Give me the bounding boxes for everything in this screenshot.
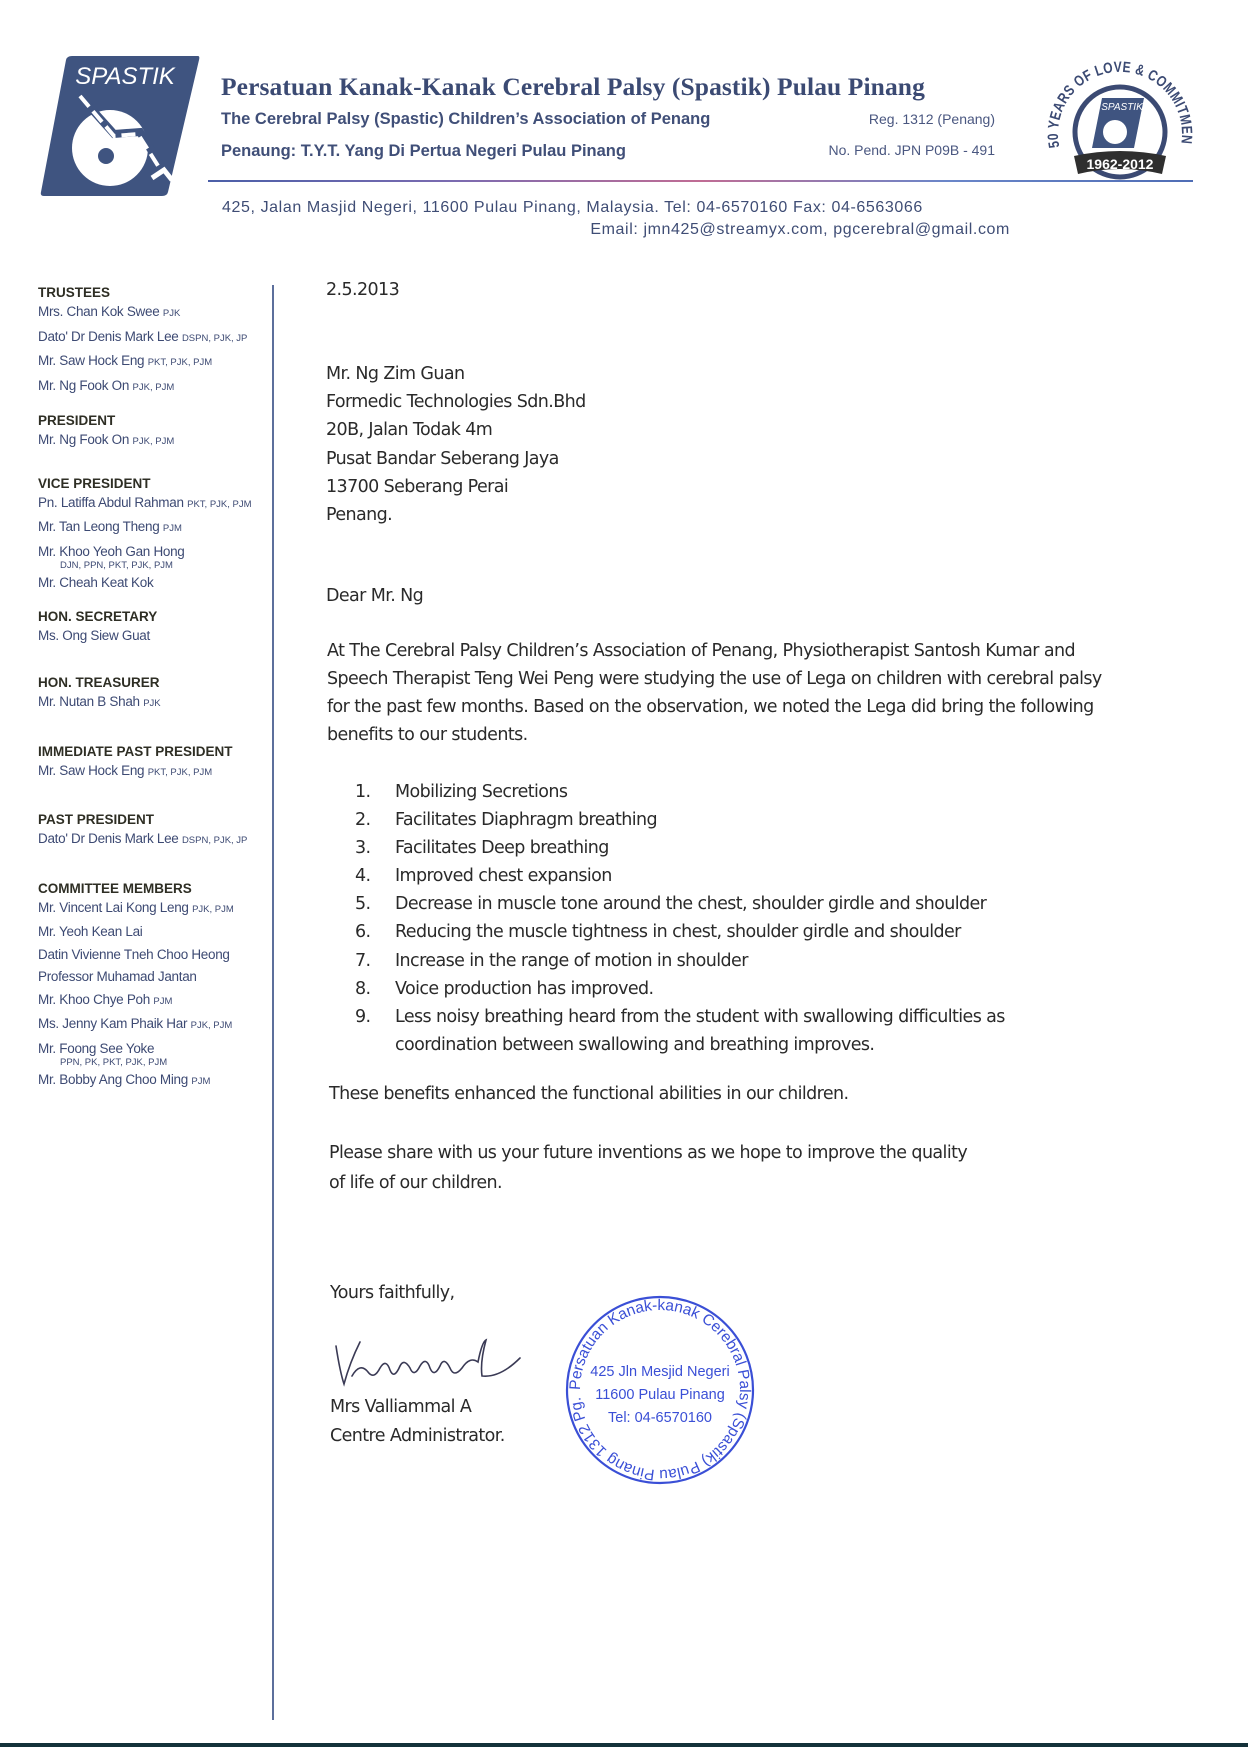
recipient-line: Penang. bbox=[326, 505, 393, 526]
scan-edge bbox=[0, 1743, 1248, 1747]
committee-member bbox=[38, 989, 273, 1014]
committee-group bbox=[38, 881, 273, 1094]
member-name: Datin Vivienne Tneh Choo Heong bbox=[38, 946, 230, 962]
committee-member bbox=[38, 301, 273, 326]
committee-heading: HON. TREASURER bbox=[38, 675, 160, 690]
committee-group bbox=[38, 609, 273, 648]
committee-group bbox=[38, 285, 273, 399]
member-name: Mr. Nutan B Shah bbox=[38, 694, 140, 709]
committee-member bbox=[38, 625, 273, 648]
member-name: Mr. Tan Leong Theng bbox=[38, 519, 160, 534]
sidebar-divider bbox=[272, 285, 274, 1720]
benefit-text: Less noisy breathing heard from the student with swallowing difficulties as bbox=[395, 1006, 1005, 1027]
closing-line: Please share with us your future inventions as we hope to improve the quality bbox=[329, 1143, 968, 1163]
committee-member bbox=[38, 492, 273, 517]
benefit-text: Increase in the range of motion in shoulder bbox=[395, 950, 748, 971]
member-honorifics: PKT, PJK, PJM bbox=[147, 766, 213, 778]
badge-logo-text: SPASTIK bbox=[1101, 102, 1143, 113]
committee-heading: VICE PRESIDENT bbox=[38, 475, 151, 491]
benefit-text: Voice production has improved. bbox=[395, 978, 654, 999]
recipient-line: 20B, Jalan Todak 4m bbox=[326, 420, 493, 441]
member-honorifics: PJK bbox=[162, 308, 181, 319]
committee-group bbox=[38, 413, 273, 454]
committee-member bbox=[38, 1013, 273, 1038]
spastik-logo bbox=[40, 52, 200, 198]
benefit-item bbox=[355, 834, 1005, 862]
committee-heading: HON. SECRETARY bbox=[38, 608, 158, 624]
benefit-text: Mobilizing Secretions bbox=[395, 782, 568, 802]
benefit-number: 4. bbox=[355, 866, 371, 887]
benefit-item bbox=[355, 918, 1005, 946]
member-name: Professor Muhamad Jantan bbox=[38, 969, 197, 984]
benefit-text: Facilitates Deep breathing bbox=[395, 838, 609, 859]
benefits-list bbox=[355, 778, 1005, 1059]
committee-member bbox=[38, 691, 273, 716]
benefit-number: 6. bbox=[355, 922, 371, 943]
committee-group bbox=[38, 812, 273, 853]
member-honorifics: PPN, PK, PKT, PJK, PJM bbox=[60, 1057, 168, 1068]
recipient-line: Pusat Bandar Seberang Jaya bbox=[326, 448, 559, 469]
member-honorifics: PJM bbox=[153, 995, 173, 1007]
benefit-item bbox=[355, 806, 1005, 834]
benefit-item bbox=[355, 778, 1005, 806]
member-honorifics: DSPN, PJK, JP bbox=[181, 332, 248, 344]
member-honorifics: PJK, PJM bbox=[132, 381, 175, 393]
org-name-malay: Persatuan Kanak-Kanak Cerebral Palsy (Spastik) Pulau Pinang bbox=[221, 72, 925, 101]
benefit-item bbox=[355, 947, 1005, 975]
benefit-number: 3. bbox=[355, 838, 371, 859]
committee-member bbox=[38, 1069, 273, 1094]
committee-member bbox=[38, 897, 273, 922]
member-name: Ms. Jenny Kam Phaik Har bbox=[38, 1016, 188, 1031]
recipient-address bbox=[326, 360, 586, 529]
committee-member bbox=[38, 828, 273, 853]
stamp-ring-text: Persatuan Kanak-kanak Cerebral Palsy (Spastik) Pulau Pinang 1312 Pg. bbox=[566, 1296, 754, 1484]
official-stamp bbox=[560, 1290, 760, 1490]
recipient-line: Formedic Technologies Sdn.Bhd bbox=[326, 392, 586, 413]
member-honorifics: PKT, PJK, PJM bbox=[187, 498, 252, 510]
handwritten-signature bbox=[330, 1332, 530, 1390]
committee-member bbox=[38, 429, 273, 454]
anniversary-badge bbox=[1036, 48, 1196, 183]
member-honorifics: PKT, PJK, PJM bbox=[147, 357, 213, 368]
pend-number: No. Pend. JPN P09B - 491 bbox=[828, 142, 995, 158]
benefit-text: Decrease in muscle tone around the chest, shoulder girdle and shoulder bbox=[395, 894, 987, 915]
registration-number: Reg. 1312 (Penang) bbox=[868, 111, 995, 127]
org-email: Email: jmn425@streamyx.com, pgcerebral@gmail.com bbox=[590, 221, 1010, 238]
stamp-line: 425 Jln Mesjid Negeri bbox=[590, 1364, 730, 1380]
member-name: Mr. Saw Hock Eng bbox=[38, 353, 145, 368]
benefit-item bbox=[355, 890, 1005, 918]
benefit-number: 9. bbox=[355, 1006, 371, 1027]
stamp-line: 11600 Pulau Pinang bbox=[595, 1387, 725, 1403]
member-name: Mr. Foong See Yoke bbox=[38, 1040, 155, 1056]
member-name: Pn. Latiffa Abdul Rahman bbox=[38, 494, 184, 510]
benefit-number: 1. bbox=[355, 782, 371, 802]
member-name: Mr. Khoo Chye Poh bbox=[38, 991, 150, 1007]
logo-text: SPASTIK bbox=[75, 63, 175, 90]
committee-group bbox=[38, 744, 273, 785]
committee-member bbox=[38, 760, 273, 785]
member-name: Mr. Vincent Lai Kong Leng bbox=[38, 899, 189, 915]
committee-member bbox=[38, 350, 273, 375]
member-honorifics: PJK bbox=[143, 698, 161, 709]
signer-block bbox=[330, 1393, 505, 1451]
benefit-text: Improved chest expansion bbox=[395, 866, 612, 887]
org-name-english: The Cerebral Palsy (Spastic) Children’s Association of Penang bbox=[221, 110, 711, 128]
benefit-number: 2. bbox=[355, 810, 371, 831]
member-name: Mr. Yeoh Kean Lai bbox=[38, 924, 143, 939]
committee-heading: COMMITTEE MEMBERS bbox=[38, 880, 192, 896]
member-honorifics: PJK, PJM bbox=[192, 903, 234, 915]
benefit-item bbox=[355, 1003, 1005, 1031]
salutation: Dear Mr. Ng bbox=[326, 586, 424, 606]
member-name: Mr. Khoo Yeoh Gan Hong bbox=[38, 543, 185, 559]
committee-heading: PRESIDENT bbox=[38, 413, 116, 428]
recipient-line: Mr. Ng Zim Guan bbox=[326, 364, 465, 384]
benefit-number: 7. bbox=[355, 950, 371, 971]
recipient-line: 13700 Seberang Perai bbox=[326, 476, 509, 497]
member-honorifics: DSPN, PJK, JP bbox=[181, 835, 248, 846]
committee-group bbox=[38, 476, 273, 595]
closing-paragraph-1: These benefits enhanced the functional abilities in our children. bbox=[329, 1084, 849, 1104]
header-divider bbox=[208, 180, 1193, 182]
committee-sidebar bbox=[38, 285, 273, 1094]
committee-member bbox=[38, 944, 273, 967]
member-name: Dato' Dr Denis Mark Lee bbox=[38, 328, 179, 344]
body-paragraph: At The Cerebral Palsy Children’s Association of Penang, Physiotherapist Santosh Kumar and Speech Therapist Teng Wei Peng were studying the use of Lega on children with cerebral palsy for the past few months. Based on the observation, we noted the Lega did bring the following benefits to our students. bbox=[327, 641, 1102, 745]
committee-member bbox=[38, 572, 273, 595]
closing-line: of life of our children. bbox=[329, 1173, 503, 1193]
member-name: Dato' Dr Denis Mark Lee bbox=[38, 831, 179, 846]
member-name: Ms. Ong Siew Guat bbox=[38, 627, 150, 643]
org-patron: Penaung: T.Y.T. Yang Di Pertua Negeri Pulau Pinang bbox=[221, 142, 626, 160]
member-name: Mrs. Chan Kok Swee bbox=[38, 304, 160, 319]
member-name: Mr. Ng Fook On bbox=[38, 432, 130, 447]
benefit-number: 5. bbox=[355, 894, 371, 915]
committee-heading: PAST PRESIDENT bbox=[38, 812, 155, 827]
committee-heading: IMMEDIATE PAST PRESIDENT bbox=[38, 743, 233, 759]
benefit-item bbox=[355, 862, 1005, 890]
member-name: Mr. Cheah Keat Kok bbox=[38, 575, 154, 590]
member-name: Mr. Ng Fook On bbox=[38, 377, 130, 393]
signer-name: Mrs Valliammal A bbox=[330, 1397, 472, 1417]
committee-member bbox=[38, 516, 273, 541]
member-honorifics: PJM bbox=[191, 1076, 211, 1087]
member-honorifics: PJK, PJM bbox=[132, 436, 175, 447]
benefit-text-continuation: coordination between swallowing and breathing improves. bbox=[395, 1034, 875, 1055]
org-address: 425, Jalan Masjid Negeri, 11600 Pulau Pinang, Malaysia. Tel: 04-6570160 Fax: 04-6563066 bbox=[222, 199, 923, 216]
committee-heading: TRUSTEES bbox=[38, 285, 111, 300]
committee-member bbox=[38, 966, 273, 989]
benefit-item bbox=[355, 975, 1005, 1003]
badge-years: 1962-2012 bbox=[1086, 156, 1154, 172]
committee-group bbox=[38, 675, 273, 716]
committee-member bbox=[38, 326, 273, 351]
committee-member bbox=[38, 375, 273, 400]
committee-member bbox=[38, 921, 273, 944]
member-honorifics: PJM bbox=[162, 523, 182, 534]
benefit-text: Facilitates Diaphragm breathing bbox=[395, 810, 658, 831]
stamp-line: Tel: 04-6570160 bbox=[608, 1410, 712, 1426]
benefit-text: Reducing the muscle tightness in chest, shoulder girdle and shoulder bbox=[395, 922, 961, 943]
anniversary-arc-text: 50 YEARS OF LOVE & COMMITMEN bbox=[1044, 58, 1196, 150]
benefit-number: 8. bbox=[355, 978, 371, 999]
member-name: Mr. Saw Hock Eng bbox=[38, 762, 145, 778]
member-name: Mr. Bobby Ang Choo Ming bbox=[38, 1072, 188, 1087]
member-honorifics: PJK, PJM bbox=[190, 1020, 233, 1031]
letter-date: 2.5.2013 bbox=[326, 280, 400, 300]
member-honorifics: DJN, PPN, PKT, PJK, PJM bbox=[60, 560, 173, 571]
closing-paragraph-2 bbox=[329, 1138, 1109, 1198]
signer-title: Centre Administrator. bbox=[330, 1426, 505, 1446]
valediction: Yours faithfully, bbox=[330, 1283, 455, 1303]
